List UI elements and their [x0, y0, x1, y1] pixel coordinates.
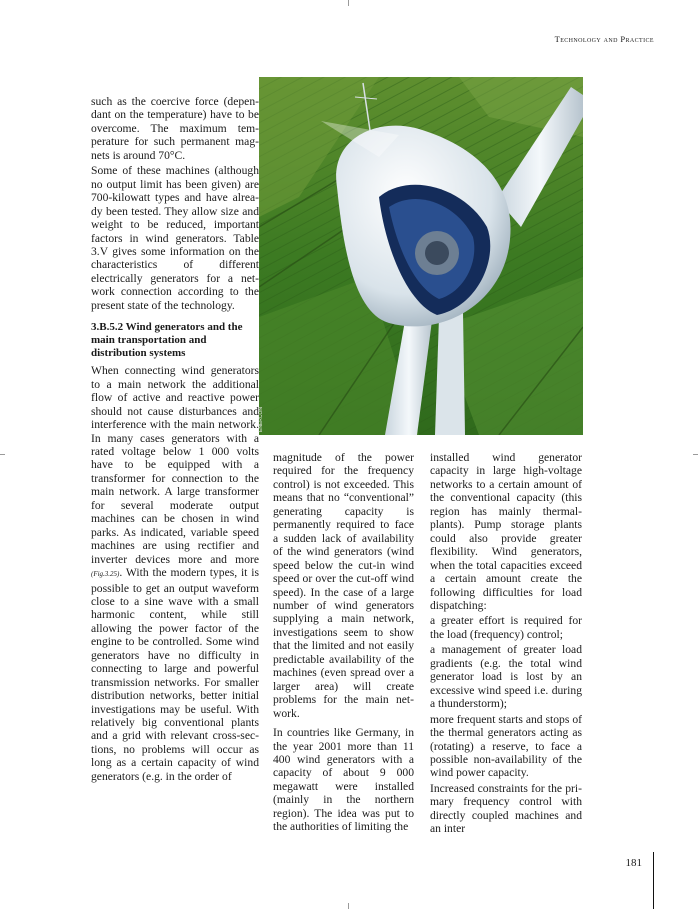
crop-mark-left — [0, 454, 5, 455]
crop-mark-top — [348, 0, 349, 6]
paragraph — [91, 364, 259, 783]
figure-reference: (Fig.3.25) — [91, 570, 120, 579]
text-column-right — [430, 451, 582, 836]
paragraph: magnitude of the power required for the frequency control) is not exceeded. This means that no “conventional” generating capacity is permanently required to face a sudden lack of availability of the wind generators (wind speed below the cut-in wind speed or over the cut-off wind speed). In the case of a large number of wind generators supplying a main network, investigations seem to show that the limited and not easily predictable availability of the machines (even spread over a larger area) will create problems for the main network. — [273, 451, 414, 720]
text-column-left — [91, 95, 259, 783]
page-number: 181 — [625, 857, 642, 869]
list-item: a management of greater load gradients (e.g. the total wind generator load is lost by an excessive wind speed i.e. during a thunderstorm); — [430, 643, 582, 711]
paragraph: such as the coercive force (dependant on the temperature) have to be overcome. The maximum temperature for such permanent magnets is around 70°C. — [91, 95, 259, 162]
crop-mark-right — [693, 454, 698, 455]
paragraph-text: . With the modern types, it is possible to get an output waveform close to a sine wave with a small harmonic content, while still allowing the power factor of the engine to be controlled. Some wind generators have no difficulty in connecting to large and powerful transmission networks. For smaller distribution networks, better initial investigations may be useful. With relatively big conventional plants and a grid with relevant cross-sections, no problems will occur as long as a certain capacity of wind generators (e.g. in the order of — [91, 566, 259, 783]
crop-mark-bottom — [348, 903, 349, 909]
running-head: Technology and Practice — [554, 34, 654, 44]
page-rule — [653, 852, 654, 909]
text-column-middle — [273, 451, 414, 834]
list-item: a greater effort is required for the load (frequency) control; — [430, 614, 582, 641]
paragraph: installed wind generator capacity in large high-voltage networks to a certain amount of the conventional capacity (this region has mainly thermal-plants). Pump storage plants could also provide greater flexibility. Wind generators, when the total capacities exceed a certain amount create the following difficulties for load dispatching: — [430, 451, 582, 612]
paragraph: In countries like Germany, in the year 2001 more than 11 400 wind generators with a capacity of about 9 000 megawatt were installed (mainly in the northern region). The idea was put to the authorities of limiting the — [273, 726, 414, 834]
section-heading: 3.B.5.2 Wind generators and the main transportation and distribution systems — [91, 321, 243, 360]
paragraph: Increased constraints for the primary frequency control with directly coupled machines and an inter — [430, 781, 582, 836]
wind-turbine-photo — [259, 77, 583, 435]
paragraph: Some of these machines (although no output limit has been given) are 700-kilowatt types and have already been tested. They allow size and weight to be reduced, important factors in wind generators. Table 3.V gives some information on the characteristics of different electrically generators for a network connection according to the present state of the technology. — [91, 164, 259, 312]
photo-credit: ENERCON — [258, 406, 264, 432]
list-item: more frequent starts and stops of the thermal generators acting as (rotating) a reserve, to face a possible non-availability of the wind power capacity. — [430, 712, 582, 780]
paragraph-text: When connecting wind generators to a main network the additional flow of active and reactive power should not cause disturbances and interference with the main network. In many cases generators with a rated voltage below 1 000 volts have to be equipped with a transformer for connection to the main network. A large transformer for several moderate output machines can be chosen in wind parks. As indicated, variable speed machines are using rectifier and inverter devices more and more — [91, 364, 259, 566]
